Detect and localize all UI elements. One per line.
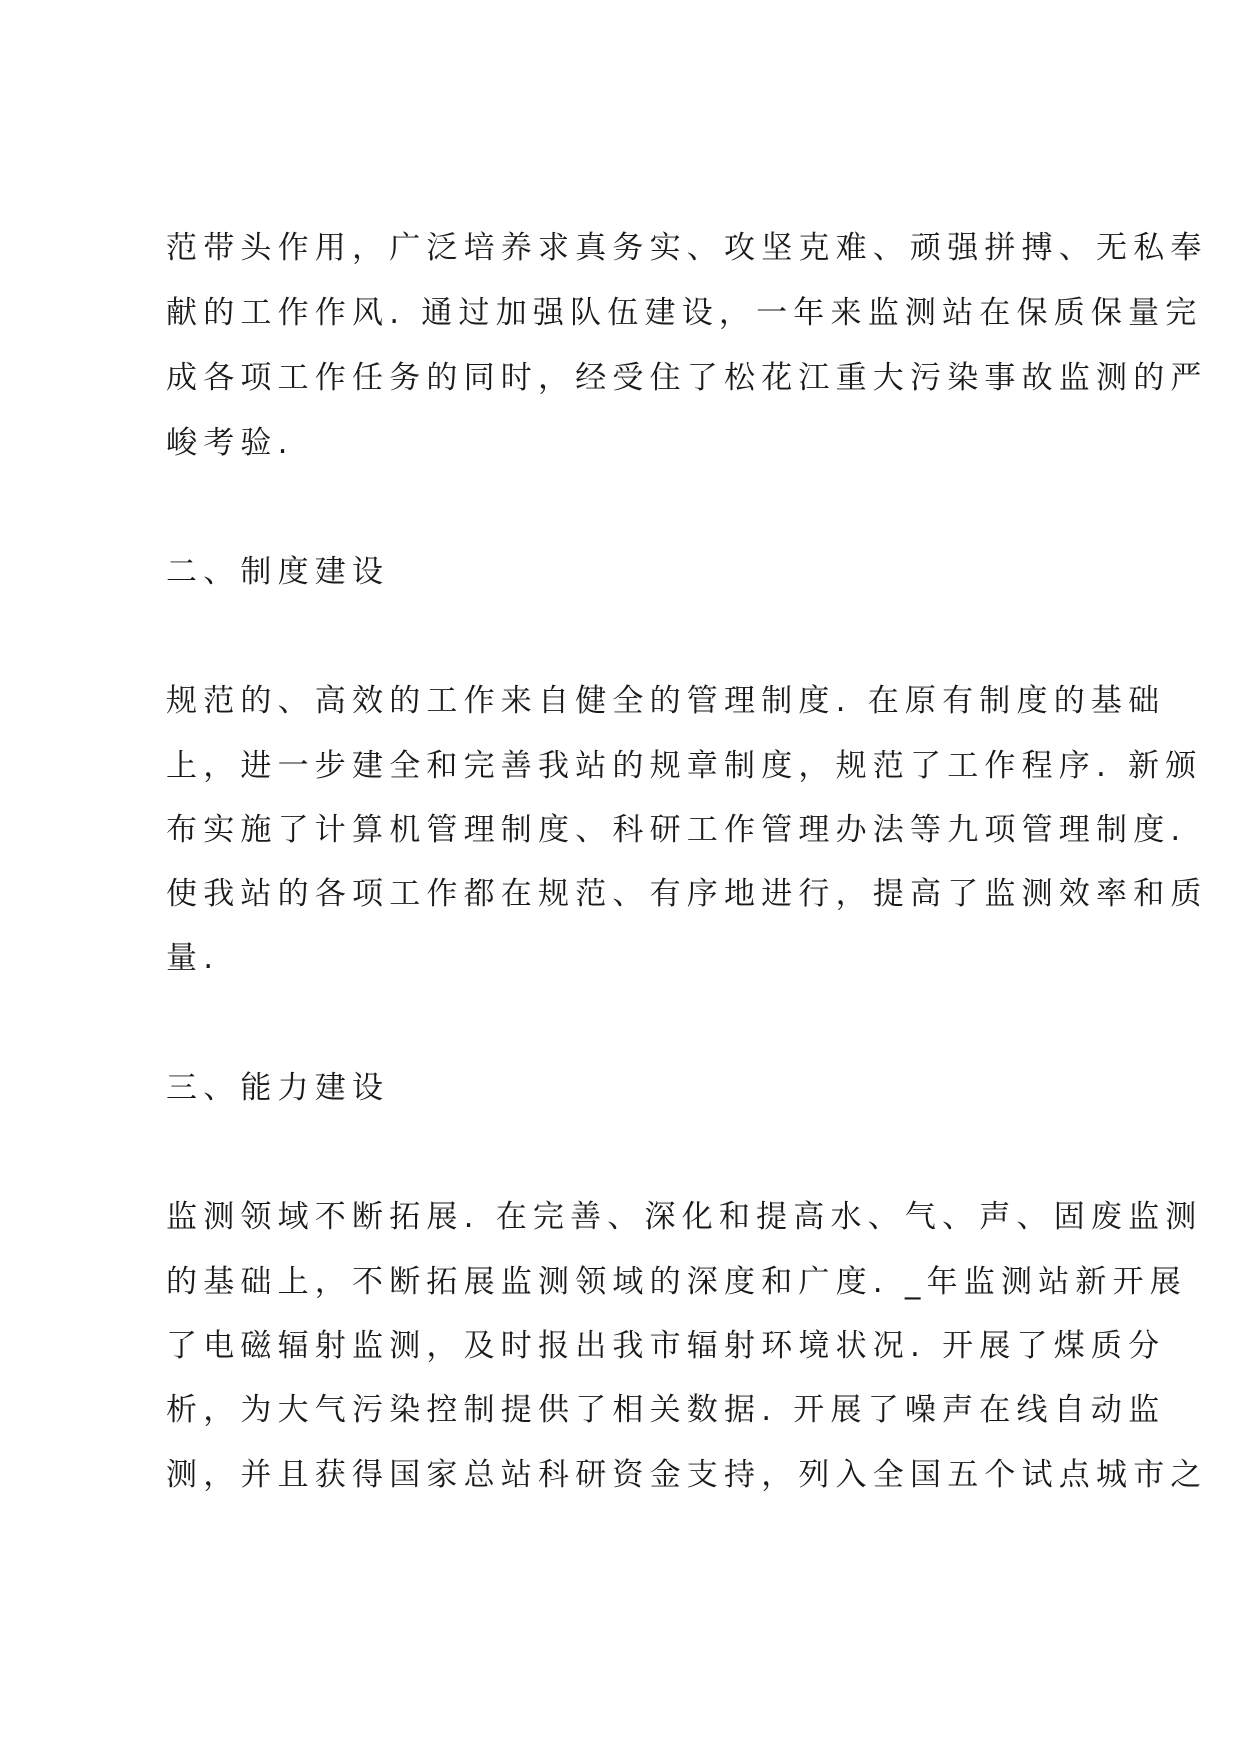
section-heading-3: 三、能力建设 xyxy=(166,1070,390,1106)
paragraph-1-line-3: 成各项工作任务的同时，经受住了松花江重大污染事故监测的严 xyxy=(166,360,1208,396)
paragraph-1-line-2: 献的工作作风. 通过加强队伍建设，一年来监测站在保质保量完 xyxy=(166,295,1203,331)
paragraph-5-line-5: 测，并且获得国家总站科研资金支持，列入全国五个试点城市之 xyxy=(166,1457,1208,1493)
paragraph-5-line-4: 析，为大气污染控制提供了相关数据. 开展了噪声在线自动监 xyxy=(166,1392,1166,1428)
section-heading-2: 二、制度建设 xyxy=(166,554,390,590)
paragraph-3-line-2: 上，进一步建全和完善我站的规章制度，规范了工作程序. 新颁 xyxy=(166,748,1203,784)
paragraph-3-line-1: 规范的、高效的工作来自健全的管理制度. 在原有制度的基础 xyxy=(166,683,1166,719)
paragraph-5-line-2: 的基础上，不断拓展监测领域的深度和广度. _年监测站新开展 xyxy=(166,1264,1188,1300)
paragraph-5-line-1: 监测领域不断拓展. 在完善、深化和提高水、气、声、固废监测 xyxy=(166,1199,1203,1235)
paragraph-3-line-4: 使我站的各项工作都在规范、有序地进行，提高了监测效率和质 xyxy=(166,876,1208,912)
paragraph-3-line-3: 布实施了计算机管理制度、科研工作管理办法等九项管理制度. xyxy=(166,812,1187,848)
paragraph-1-line-4: 峻考验. xyxy=(166,425,294,461)
paragraph-1-line-1: 范带头作用，广泛培养求真务实、攻坚克难、顽强拼搏、无私奉 xyxy=(166,230,1208,266)
paragraph-3-line-5: 量. xyxy=(166,940,220,976)
paragraph-5-line-3: 了电磁辐射监测，及时报出我市辐射环境状况. 开展了煤质分 xyxy=(166,1328,1166,1364)
